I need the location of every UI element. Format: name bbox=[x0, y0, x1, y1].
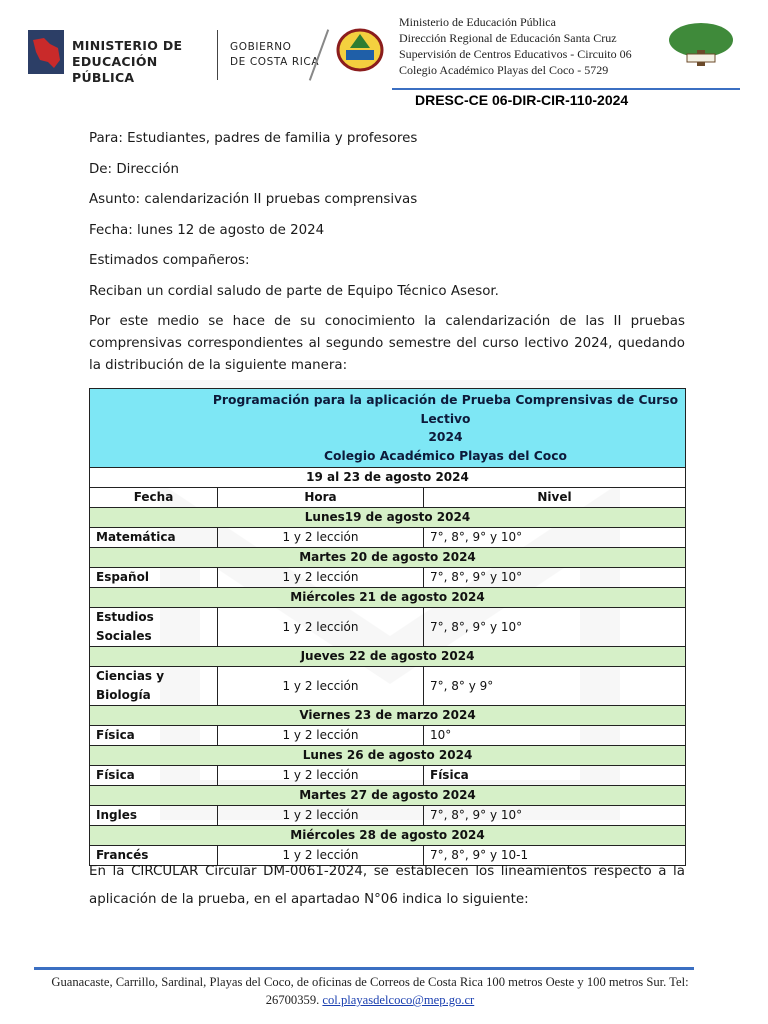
day-row bbox=[90, 786, 686, 806]
hora-cell: 1 y 2 lección bbox=[218, 766, 424, 786]
subject-cell: Estudios Sociales bbox=[90, 608, 218, 647]
greeting: Estimados compañeros: bbox=[89, 253, 250, 268]
table-row bbox=[90, 766, 686, 786]
day-label: Lunes19 de agosto 2024 bbox=[90, 508, 686, 528]
asunto-field bbox=[89, 189, 685, 220]
hora-cell: 1 y 2 lección bbox=[218, 667, 424, 706]
day-row bbox=[90, 508, 686, 528]
nivel-cell: 7°, 8°, 9° y 10° bbox=[424, 528, 686, 548]
asunto-label: Asunto: bbox=[89, 192, 141, 207]
table-row bbox=[90, 608, 686, 647]
schedule-title-line: Programación para la aplicación de Prueba Comprensivas de Curso Lectivo bbox=[212, 393, 679, 426]
fecha-field bbox=[89, 220, 685, 251]
hora-cell: 1 y 2 lección bbox=[218, 568, 424, 588]
nivel-cell: 7°, 8° y 9° bbox=[424, 667, 686, 706]
para-value: Estudiantes, padres de familia y profesores bbox=[127, 131, 418, 146]
day-label: Martes 27 de agosto 2024 bbox=[90, 786, 686, 806]
day-row bbox=[90, 826, 686, 846]
institution-line: Dirección Regional de Educación Santa Cruz bbox=[399, 31, 617, 45]
de-label: De: bbox=[89, 161, 113, 177]
day-row bbox=[90, 746, 686, 766]
para-field bbox=[89, 128, 685, 159]
asunto-value: calendarización II pruebas comprensivas bbox=[144, 192, 418, 207]
column-header-hora: Hora bbox=[218, 488, 424, 508]
fecha-value: lunes 12 de agosto de 2024 bbox=[137, 222, 325, 238]
hora-cell: 1 y 2 lección bbox=[218, 726, 424, 746]
institution-line: Colegio Académico Playas del Coco - 5729 bbox=[399, 63, 609, 77]
subject-cell: Español bbox=[90, 568, 218, 588]
nivel-cell: Física bbox=[424, 766, 686, 786]
ministry-wordmark bbox=[72, 38, 222, 86]
table-row bbox=[90, 568, 686, 588]
subject-cell: Física bbox=[90, 766, 218, 786]
day-label: Miércoles 28 de agosto 2024 bbox=[90, 826, 686, 846]
day-label: Viernes 23 de marzo 2024 bbox=[90, 706, 686, 726]
week-range: 19 al 23 de agosto 2024 bbox=[90, 468, 686, 488]
subject-cell: Ciencias y Biología bbox=[90, 667, 218, 706]
ministry-line-1: MINISTERIO DE bbox=[72, 38, 183, 53]
de-value: Dirección bbox=[116, 161, 179, 177]
costa-rica-map-icon bbox=[28, 30, 64, 74]
day-row bbox=[90, 588, 686, 608]
hora-cell: 1 y 2 lección bbox=[218, 846, 424, 866]
de-field bbox=[89, 159, 685, 190]
salutation: Reciban un cordial saludo de parte de Equipo Técnico Asesor. bbox=[89, 283, 499, 299]
subject-cell: Francés bbox=[90, 846, 218, 866]
nivel-cell: 7°, 8°, 9° y 10° bbox=[424, 608, 686, 647]
intro-paragraph: Por este medio se hace de su conocimiento la calendarización de las II pruebas comprensivas correspondientes al segundo semestre del curso lectivo 2024, quedando la distribución de la siguiente manera: bbox=[89, 314, 685, 373]
header-rule bbox=[392, 88, 740, 90]
day-label: Miércoles 21 de agosto 2024 bbox=[90, 588, 686, 608]
para-label: Para: bbox=[89, 131, 123, 146]
schedule-title-line: Colegio Académico Playas del Coco bbox=[324, 448, 567, 463]
day-row bbox=[90, 706, 686, 726]
footer-email-link[interactable]: col.playasdelcoco@mep.go.cr bbox=[322, 993, 475, 1007]
hora-cell: 1 y 2 lección bbox=[218, 608, 424, 647]
footer-rule bbox=[34, 967, 694, 970]
table-row bbox=[90, 726, 686, 746]
header-divider bbox=[217, 30, 218, 80]
subject-cell: Física bbox=[90, 726, 218, 746]
schedule-body bbox=[90, 508, 686, 866]
schedule-title bbox=[90, 389, 686, 468]
nivel-cell: 7°, 8°, 9° y 10° bbox=[424, 568, 686, 588]
letterhead bbox=[0, 0, 768, 120]
hora-cell: 1 y 2 lección bbox=[218, 528, 424, 548]
memo-body bbox=[89, 128, 685, 377]
day-label: Martes 20 de agosto 2024 bbox=[90, 548, 686, 568]
day-row bbox=[90, 548, 686, 568]
ministry-line-2: EDUCACIÓN PÚBLICA bbox=[72, 54, 158, 85]
subject-cell: Matemática bbox=[90, 528, 218, 548]
nivel-cell: 7°, 8°, 9° y 10-1 bbox=[424, 846, 686, 866]
nivel-cell: 7°, 8°, 9° y 10° bbox=[424, 806, 686, 826]
institution-line: Ministerio de Educación Pública bbox=[399, 15, 556, 29]
day-row bbox=[90, 647, 686, 667]
day-label: Jueves 22 de agosto 2024 bbox=[90, 647, 686, 667]
hora-cell: 1 y 2 lección bbox=[218, 806, 424, 826]
fecha-label: Fecha: bbox=[89, 222, 133, 238]
institution-line: Supervisión de Centros Educativos - Circuito 06 bbox=[399, 47, 632, 61]
school-seal-icon bbox=[336, 24, 384, 74]
schedule-table bbox=[89, 388, 686, 866]
closing-paragraph: En la CIRCULAR Circular DM-0061-2024, se establecen los lineamientos respecto a la aplicación de la prueba, en el apartadao N°06 indica lo siguiente: bbox=[89, 864, 685, 907]
day-label: Lunes 26 de agosto 2024 bbox=[90, 746, 686, 766]
institution-info bbox=[399, 14, 669, 78]
table-row bbox=[90, 528, 686, 548]
footer-address: Guanacaste, Carrillo, Sardinal, Playas del Coco, de oficinas de Correos de Costa Rica 100 metros Oeste y 100 metros Sur. Tel: 26700359. bbox=[51, 975, 689, 1007]
footer bbox=[50, 973, 690, 1009]
nivel-cell: 10° bbox=[424, 726, 686, 746]
gov-line-1: GOBIERNO bbox=[230, 41, 292, 53]
table-row bbox=[90, 806, 686, 826]
subject-cell: Ingles bbox=[90, 806, 218, 826]
table-row bbox=[90, 667, 686, 706]
column-header-nivel: Nivel bbox=[424, 488, 686, 508]
column-header-fecha: Fecha bbox=[90, 488, 218, 508]
schedule-title-line: 2024 bbox=[428, 430, 463, 444]
document-code: DRESC-CE 06-DIR-CIR-110-2024 bbox=[415, 92, 629, 108]
gov-line-2: DE COSTA RICA bbox=[230, 56, 320, 68]
tree-logo-icon bbox=[665, 20, 737, 76]
